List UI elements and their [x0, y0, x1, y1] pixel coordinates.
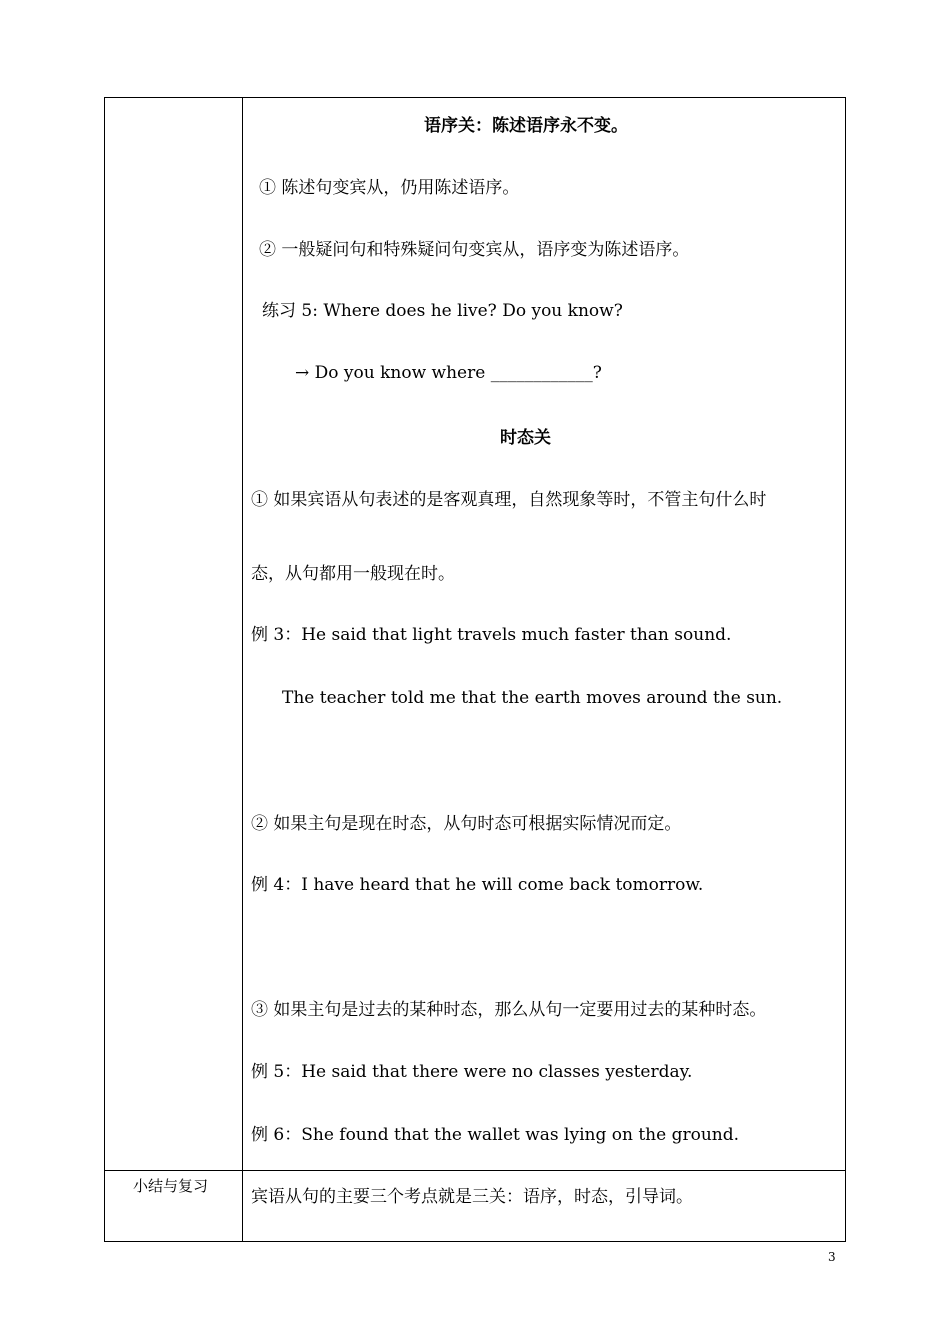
exercise-5-answer: → Do you know where ____________?	[295, 363, 602, 383]
column-divider	[242, 98, 243, 1241]
example-6: 例 6：She found that the wallet was lying on the ground.	[251, 1125, 740, 1145]
word-order-heading: 语序关：陈述语序永不变。	[424, 116, 628, 136]
word-order-rule-2: ② 一般疑问句和特殊疑问句变宾从，语序变为陈述语序。	[259, 240, 690, 260]
tense-heading: 时态关	[500, 428, 551, 448]
example-4: 例 4：I have heard that he will come back tomorrow.	[251, 875, 704, 895]
example-3: 例 3：He said that light travels much faster than sound.	[251, 625, 732, 645]
tense-rule-1-line-2: 态，从句都用一般现在时。	[251, 564, 455, 584]
tense-rule-3: ③ 如果主句是过去的某种时态，那么从句一定要用过去的某种时态。	[251, 1000, 767, 1020]
example-3-second: The teacher told me that the earth moves around the sun.	[282, 688, 783, 708]
summary-text: 宾语从句的主要三个考点就是三关：语序，时态，引导词。	[251, 1187, 693, 1207]
page-number: 3	[828, 1250, 836, 1264]
summary-label: 小结与复习	[133, 1177, 209, 1195]
tense-rule-1-line-1: ① 如果宾语从句表述的是客观真理，自然现象等时，不管主句什么时	[251, 490, 767, 510]
example-5: 例 5：He said that there were no classes yesterday.	[251, 1062, 693, 1082]
tense-rule-2: ② 如果主句是现在时态，从句时态可根据实际情况而定。	[251, 814, 682, 834]
word-order-rule-1: ① 陈述句变宾从，仍用陈述语序。	[259, 178, 520, 198]
exercise-5: 练习 5: Where does he live? Do you know?	[262, 301, 623, 321]
row-divider	[105, 1170, 845, 1171]
